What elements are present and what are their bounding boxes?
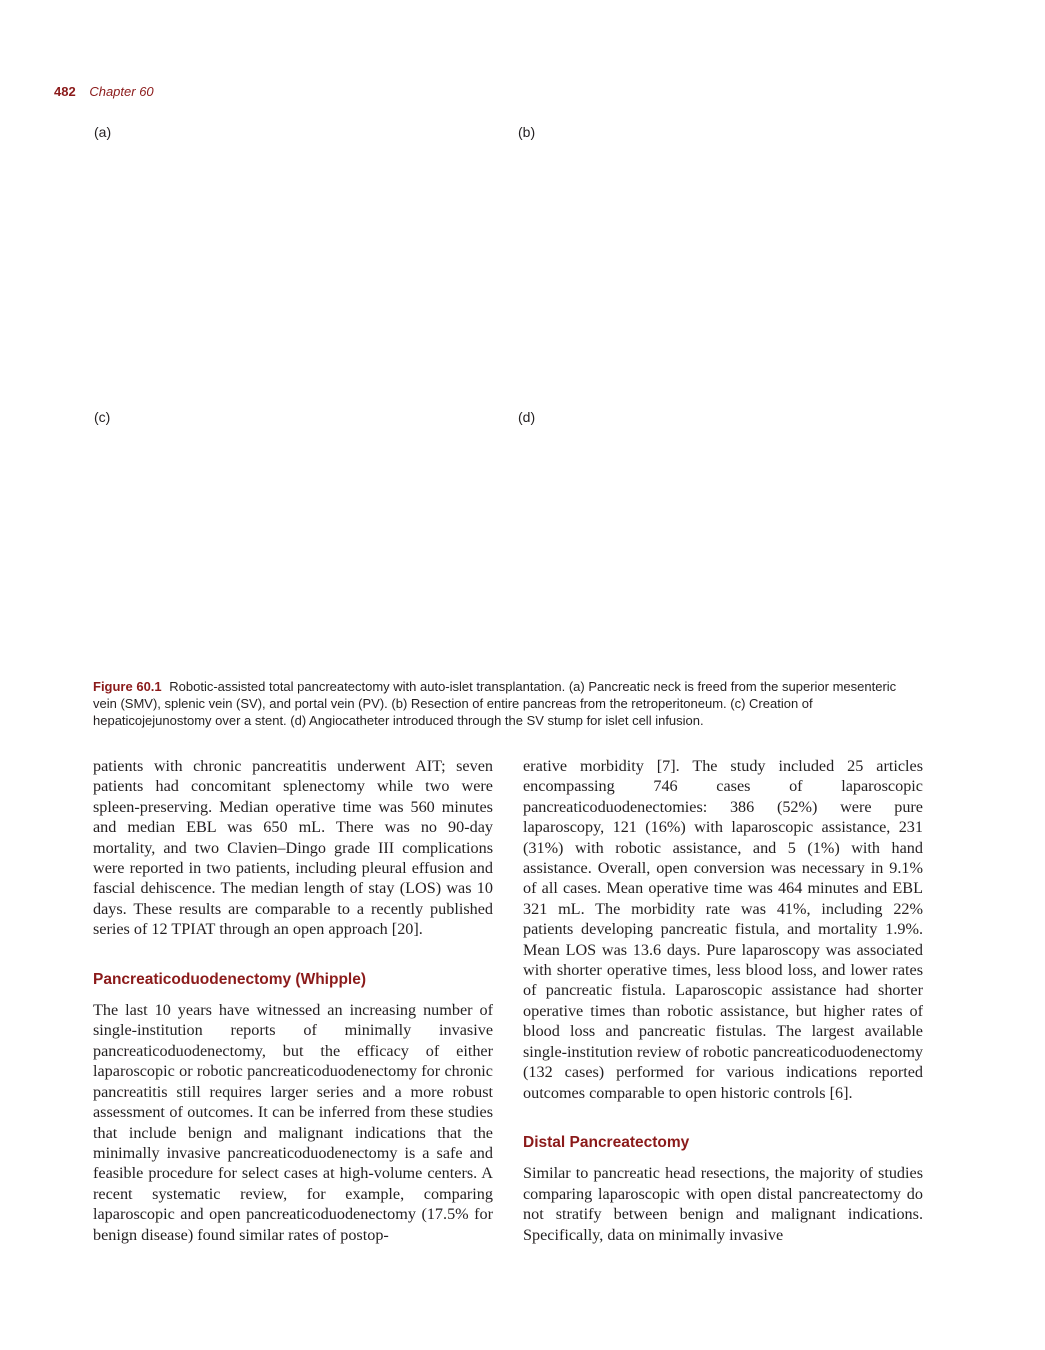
figure-panel-d	[518, 430, 918, 680]
caption-text: Robotic-assisted total pancreatectomy with auto-islet transplantation. (a) Pancreatic neck is freed from the superior mesenteric vein (SMV), splenic vein (SV), and portal vein (PV). (b) Resection of entire pancreas from the retroperitoneum. (c) Creation of hepaticojejunostomy over a stent. (d) Angiocatheter introduced through the SV stump for islet cell infusion.	[93, 679, 897, 728]
right-column	[523, 756, 923, 1245]
running-header	[54, 84, 154, 99]
left-column	[93, 756, 493, 1245]
body-paragraph: Similar to pancreatic head resections, the majority of studies comparing laparoscopic with open distal pancreatectomy do not stratify between benign and malignant indications. Specifically, data on minimally invasive	[523, 1164, 923, 1244]
body-paragraph: The last 10 years have witnessed an increasing number of single-institution reports of minimally invasive pancreaticoduodenectomy, but the efficacy of either laparoscopic or robotic pancreaticoduodenectomy for chronic pancreatitis still requires larger series and a more robust assessment of outcomes. It can be inferred from these studies that include benign and malignant indications that the minimally invasive pancreaticoduodenectomy is a safe and feasible procedure for select cases at high-volume centers. A recent systematic review, for example, comparing laparoscopic and open pancreaticoduodenectomy (17.5% for benign disease) found similar rates of postop-	[93, 1001, 493, 1244]
panel-label-c: (c)	[94, 409, 111, 425]
body-paragraph: patients with chronic pancreatitis underwent AIT; seven patients had concomitant splenectomy while two were spleen-preserving. Median operative time was 560 minutes and median EBL was 650 mL. There was no 90-day mortality, and two Clavien–Dingo grade III complications were reported in two patients, including pleural effusion and fascial dehiscence. The median length of stay (LOS) was 10 days. These results are comparable to a recently published series of 12 TPIAT through an open approach [20].	[93, 757, 493, 939]
section-heading-whipple: Pancreaticoduodenectomy (Whipple)	[93, 970, 367, 988]
panel-label-d: (d)	[518, 409, 536, 425]
body-paragraph: erative morbidity [7]. The study included 25 articles encompassing 746 cases of laparoscopic pancreaticoduodenectomies: 386 (52%) were pure laparoscopy, 121 (16%) with laparoscopic assistance, 231 (31%) with robotic assistance, and 5 (1%) with hand assistance. Overall, open conversion was necessary in 9.1% of all cases. Mean operative time was 464 minutes and EBL 321 mL. The morbidity rate was 41%, including 22% patients developing pancreatic fistula, and mortality 1.9%. Mean LOS was 13.6 days. Pure laparoscopy was associated with shorter operative times, less blood loss, and lower rates of pancreatic fistula. Laparoscopic assistance had shorter operative times than robotic assistance, but higher rates of blood loss and pancreatic fistulas. The largest available single-institution review of robotic pancreaticoduodenectomy (132 cases) performed for various indications reported outcomes comparable to open historic controls [6].	[523, 757, 923, 1102]
figure-caption	[93, 678, 923, 729]
figure-label: Figure 60.1	[93, 679, 162, 694]
figure-panel-c	[94, 430, 494, 680]
panel-label-a: (a)	[94, 124, 112, 140]
page-number: 482	[54, 84, 76, 99]
chapter-label: Chapter 60	[89, 84, 154, 99]
figure-panel-a	[94, 145, 494, 395]
section-heading-distal: Distal Pancreatectomy	[523, 1133, 690, 1151]
figure-panel-b	[518, 145, 918, 395]
panel-label-b: (b)	[518, 124, 536, 140]
